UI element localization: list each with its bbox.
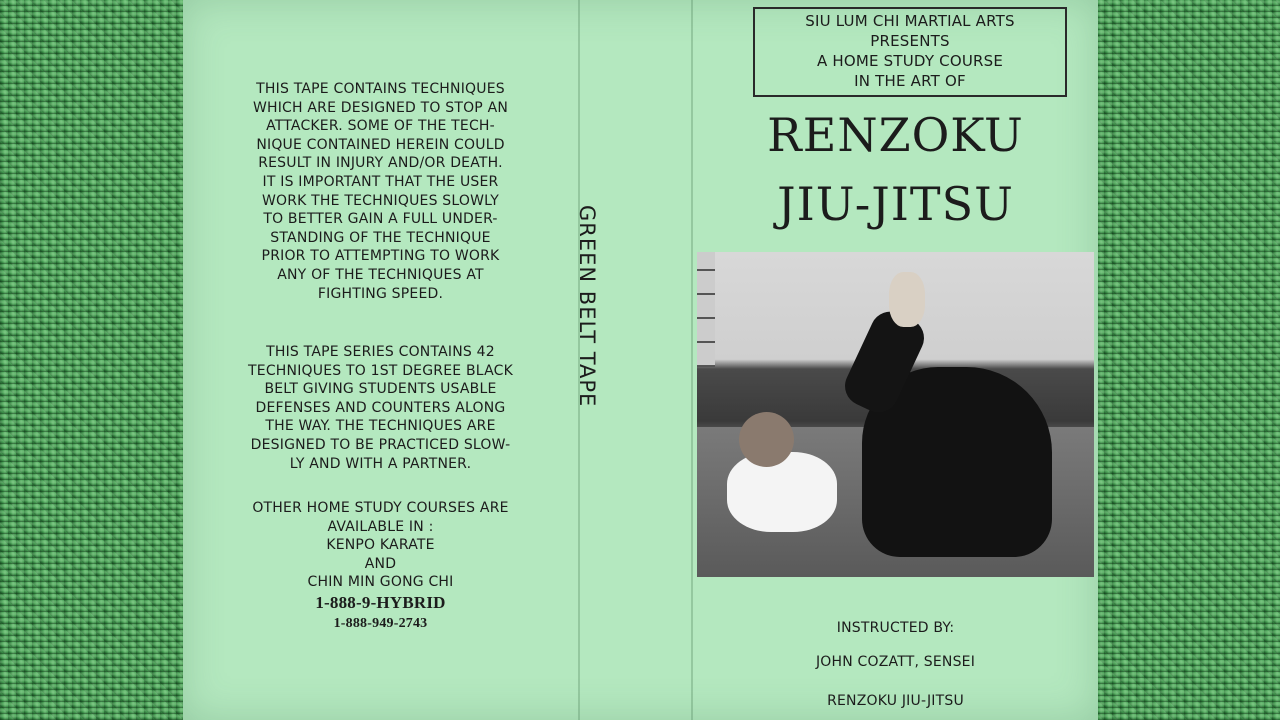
header-line: IN THE ART OF — [854, 72, 966, 90]
credits-label: INSTRUCTED BY: — [836, 620, 955, 636]
text-line: THIS TAPE SERIES CONTAINS 42 — [266, 344, 495, 360]
title-renzoku: RENZOKU — [767, 108, 1024, 162]
phone-word: 1-888-9-HYBRID — [315, 592, 446, 612]
header-line: A HOME STUDY COURSE — [816, 52, 1004, 70]
text-line: AVAILABLE IN : — [327, 518, 434, 535]
text-line: NIQUE CONTAINED HEREIN COULD — [256, 136, 505, 153]
window-frame — [697, 252, 715, 367]
instructor-name: JOHN COZATT, SENSEI — [815, 654, 976, 670]
fighter-head — [739, 412, 794, 467]
title-jiu-jitsu: JIU-JITSU — [777, 177, 1014, 231]
text-line: OTHER HOME STUDY COURSES ARE — [252, 500, 509, 516]
text-line: RESULT IN INJURY AND/OR DEATH. — [258, 155, 503, 172]
vhs-cover — [183, 0, 1098, 720]
text-line: WORK THE TECHNIQUES SLOWLY — [261, 192, 500, 209]
header-line: PRESENTS — [870, 32, 950, 50]
cover-photo — [697, 252, 1094, 577]
text-line: IT IS IMPORTANT THAT THE USER — [262, 173, 499, 190]
spine-label: GREEN BELT TAPE — [575, 205, 599, 408]
presenter-box — [753, 7, 1067, 97]
text-line: DEFENSES AND COUNTERS ALONG — [255, 399, 506, 416]
text-line: KENPO KARATE — [326, 537, 435, 554]
bare-foot — [889, 272, 925, 327]
white-gi-fighter — [727, 452, 837, 532]
text-line: THIS TAPE CONTAINS TECHNIQUES — [256, 81, 505, 97]
text-line: ATTACKER. SOME OF THE TECH- — [266, 118, 495, 135]
text-line: STANDING OF THE TECHNIQUE — [270, 229, 491, 246]
text-line: DESIGNED TO BE PRACTICED SLOW- — [250, 436, 511, 453]
text-line: AND — [364, 555, 397, 572]
text-line: CHIN MIN GONG CHI — [307, 574, 454, 591]
text-line: TO BETTER GAIN A FULL UNDER- — [263, 211, 498, 228]
text-line: ANY OF THE TECHNIQUES AT — [277, 266, 484, 283]
other-courses-paragraph — [183, 499, 578, 634]
text-line: TECHNIQUES TO 1ST DEGREE BLACK — [248, 362, 513, 379]
phone-number: 1-888-949-2743 — [333, 615, 428, 631]
text-line: THE WAY. THE TECHNIQUES ARE — [265, 418, 496, 435]
text-line: LY AND WITH A PARTNER. — [289, 455, 472, 472]
series-paragraph — [183, 343, 578, 473]
warning-paragraph — [183, 80, 578, 303]
text-line: PRIOR TO ATTEMPTING TO WORK — [261, 248, 500, 265]
text-line: WHICH ARE DESIGNED TO STOP AN — [252, 99, 509, 116]
text-line: FIGHTING SPEED. — [317, 285, 444, 302]
header-line: SIU LUM CHI MARTIAL ARTS — [805, 12, 1015, 30]
text-line: BELT GIVING STUDENTS USABLE — [264, 381, 497, 398]
style-name: RENZOKU JIU-JITSU — [827, 693, 964, 709]
